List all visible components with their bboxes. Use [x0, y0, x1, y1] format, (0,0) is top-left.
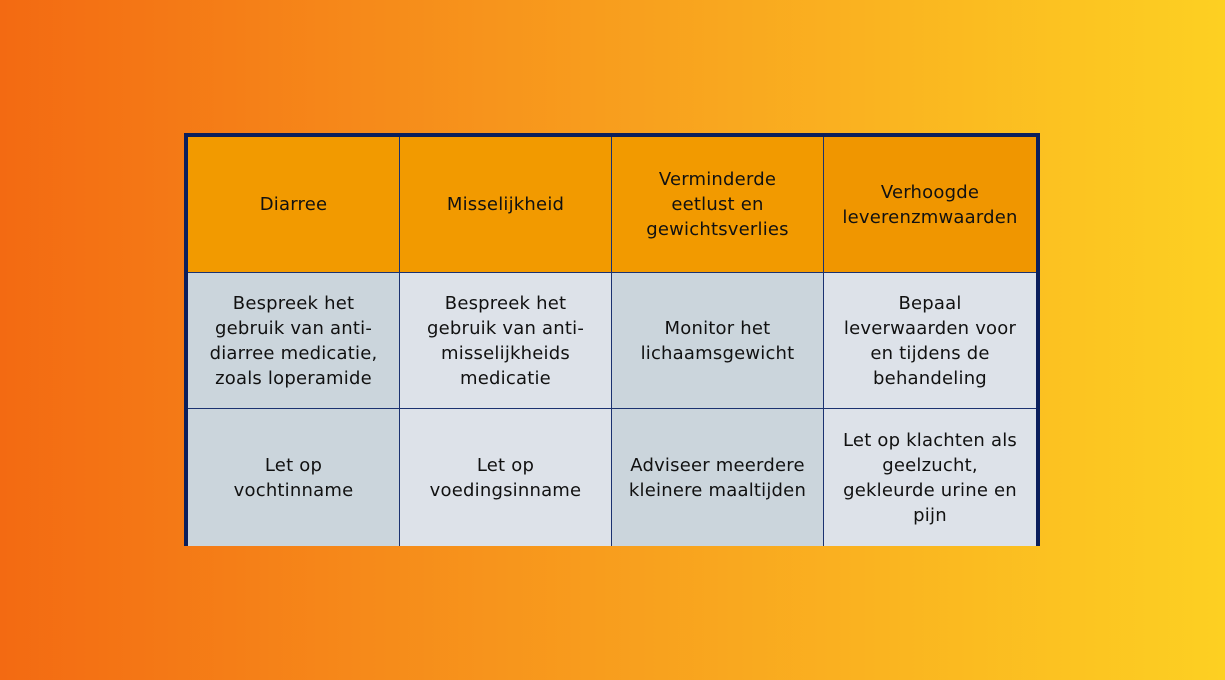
table-cell: Let op vochtinname [188, 409, 400, 546]
header-cell: Verhoogde leverenzmwaarden [824, 137, 1036, 273]
header-cell: Verminderde eetlust en gewichtsverlies [612, 137, 824, 273]
table-cell: Let op klachten als geelzucht, gekleurde urine en pijn [824, 409, 1036, 546]
header-cell: Misselijkheid [400, 137, 612, 273]
table-cell: Bespreek het gebruik van anti- misselijkheids medicatie [400, 273, 612, 409]
table-cell: Let op voedingsinname [400, 409, 612, 546]
table-cell: Monitor het lichaamsgewicht [612, 273, 824, 409]
table-cell: Bespreek het gebruik van anti- diarree medicatie, zoals loperamide [188, 273, 400, 409]
header-cell: Diarree [188, 137, 400, 273]
table-cell: Adviseer meerdere kleinere maaltijden [612, 409, 824, 546]
table-cell: Bepaal leverwaarden voor en tijdens de behandeling [824, 273, 1036, 409]
side-effects-table [184, 133, 1040, 546]
